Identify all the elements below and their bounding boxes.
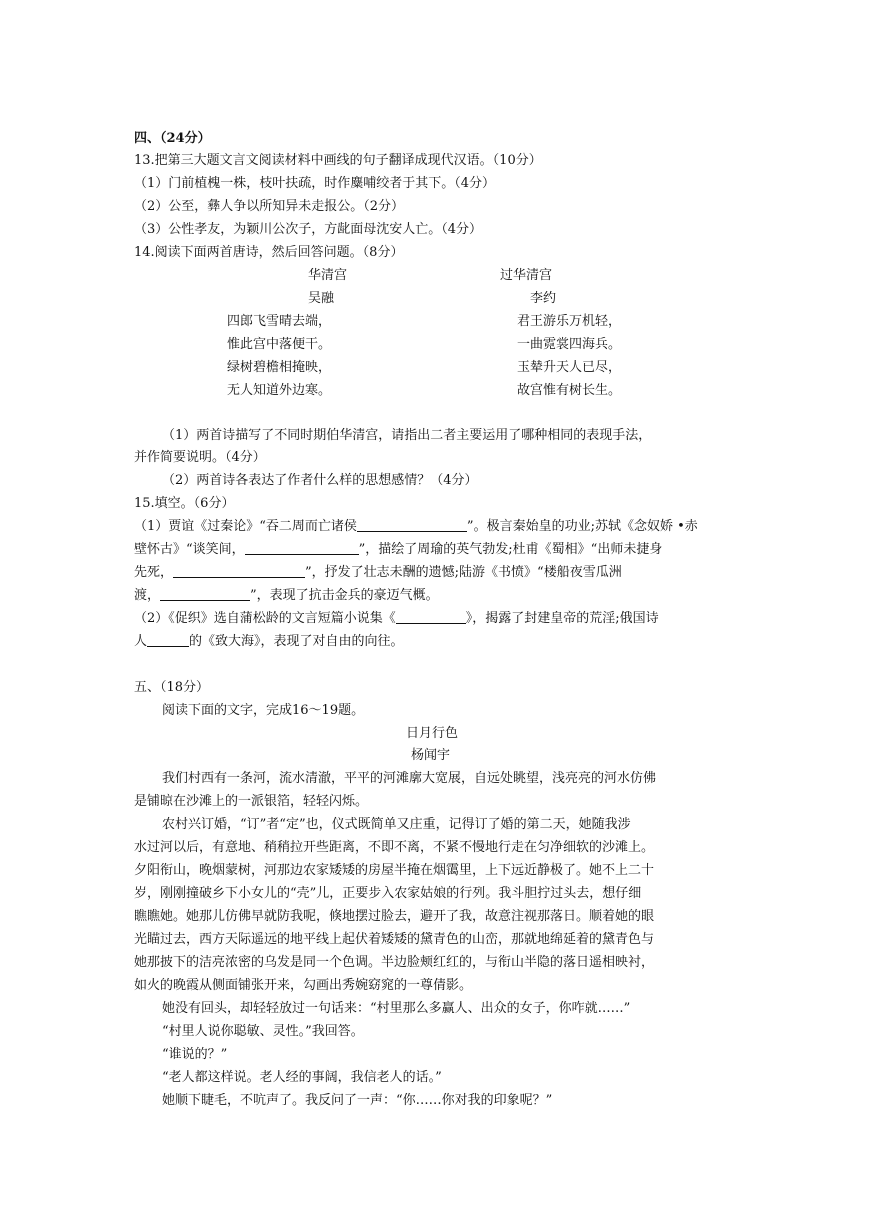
article-line-4: 水过河以后，有意地、稍稍拉开些距离，不即不离，不紧不慢地行走在匀净细软的沙滩上。	[134, 840, 655, 855]
article-line-3: 农村兴订婚，“订”者“定”也，仪式既简单又庄重，记得订了婚的第二天，她随我涉	[162, 817, 631, 832]
q15-l6-b: 的《致大海》，表现了对自由的向往。	[189, 634, 404, 649]
poem1-line-3: 绿树碧檐相掩映，	[227, 360, 332, 375]
q15-line-4	[134, 586, 439, 606]
q14-sub2: （2）两首诗各表达了作者什么样的思想感情？（4分）	[162, 473, 478, 488]
blank-2[interactable]	[245, 541, 359, 555]
q15-line-3	[134, 563, 622, 583]
poem1-line-2: 惟此宫中落便干。	[227, 337, 332, 352]
section5-instruction: 阅读下面的文字，完成16～19题。	[162, 703, 365, 718]
q15-prompt: 15.填空。（6分）	[134, 496, 235, 511]
poem1-line-4: 无人知道外边寒。	[227, 383, 332, 398]
poem2-line-1: 君王游乐万机轻，	[517, 314, 622, 329]
article-line-10: 如火的晚霞从侧面铺张开来，勾画出秀婉窈窕的一尊倩影。	[134, 978, 473, 993]
q13-prompt: 13.把第三大题文言文阅读材料中画线的句子翻译成现代汉语。（10分）	[134, 153, 542, 168]
q13-item-3: （3）公性孝友，为颖川公次子，方龀面母沈安人亡。（4分）	[134, 222, 483, 237]
article-line-11: 她没有回头，却轻轻放过一句话来：“村里那么多赢人、出众的女子，你咋就……”	[162, 1001, 631, 1016]
blank-1[interactable]	[357, 518, 467, 532]
article-line-5: 夕阳衔山，晚烟蒙树，河那边农家矮矮的房屋半掩在烟霭里，上下远近静极了。她不上二十	[134, 863, 655, 878]
q15-l6-a: 人	[134, 634, 148, 649]
q13-item-2: （2）公至，彝人争以所知异未走报公。（2分）	[134, 199, 405, 214]
blank-4[interactable]	[160, 587, 250, 601]
article-title: 日月行色	[406, 726, 459, 741]
section4-heading: 四、（24分）	[134, 131, 211, 146]
poem2-line-2: 一曲霓裳四海兵。	[517, 337, 622, 352]
q15-l5-a: （2）《促织》选自蒲松龄的文言短篇小说集《	[134, 611, 396, 626]
q15-line-2	[134, 540, 662, 560]
blank-5[interactable]	[396, 610, 466, 624]
article-line-1: 我们村西有一条河，流水清澈，平平的河滩廓大宽展，自远处眺望，浅亮亮的河水仿佛	[162, 771, 657, 786]
q14-sub1-b: 并作简要说明。（4分）	[134, 450, 266, 465]
q15-l1-a: （1）贾谊《过秦论》“吞二周而亡诸侯	[134, 519, 357, 534]
q15-line-1	[134, 517, 698, 537]
article-line-13: “谁说的？”	[162, 1047, 228, 1062]
q15-l5-b: 》，揭露了封建皇帝的荒淫;俄国诗	[465, 611, 659, 626]
blank-3[interactable]	[173, 564, 305, 578]
q15-l2-b: ”，描绘了周瑜的英气勃发;杜甫《蜀相》“出师未捷身	[358, 542, 663, 557]
poem1-line-1: 四郎飞雪晴去端，	[227, 314, 332, 329]
q15-l4-b: ”，表现了抗击金兵的豪迈气概。	[250, 588, 439, 603]
q15-line-5	[134, 609, 659, 629]
poem1-title: 华清宫	[308, 268, 348, 283]
q15-line-6	[134, 632, 404, 652]
poem2-line-4: 故宫惟有树长生。	[517, 383, 622, 398]
q15-l2-a: 壁怀古》“谈笑间，	[134, 542, 245, 557]
poem2-title: 过华清宫	[500, 268, 553, 283]
section5-heading: 五、（18分）	[134, 680, 210, 695]
article-author: 杨闻宇	[411, 748, 451, 763]
blank-6[interactable]	[147, 633, 189, 647]
article-line-12: “村里人说你聪敏、灵性。”我回答。	[162, 1024, 364, 1039]
q13-item-1: （1）门前植槐一株，枝叶扶疏，时作麋哺绞者于其下。（4分）	[134, 176, 496, 191]
article-line-7: 瞧瞧她。她那儿仿佛早就防我呢，倏地摆过脸去，避开了我，故意注视那落日。顺着她的眼	[134, 909, 655, 924]
poem1-author: 吴融	[308, 291, 335, 306]
q14-prompt: 14.阅读下面两首唐诗，然后回答问题。（8分）	[134, 245, 404, 260]
poem2-line-3: 玉辇升天人已尽，	[517, 360, 622, 375]
poem2-author: 李约	[530, 291, 557, 306]
article-line-2: 是铺晾在沙滩上的一派银箔，轻轻闪烁。	[134, 794, 369, 809]
q14-sub1-a: （1）两首诗描写了不同时期伯华清宫，请指出二者主要运用了哪种相同的表现手法，	[162, 428, 652, 443]
q15-l3-a: 先死，	[134, 565, 174, 580]
article-line-15: 她顺下睫毛，不吭声了。我反问了一声：“你……你对我的印象呢？”	[162, 1093, 553, 1108]
q15-l3-b: ”，抒发了壮志未酬的遗憾;陆游《书愤》“楼船夜雪瓜洲	[305, 565, 622, 580]
q15-l1-b: ”。极言秦始皇的功业;苏轼《念奴娇 •赤	[466, 519, 698, 534]
q15-l4-a: 渡，	[134, 588, 161, 603]
article-line-6: 岁，刚刚撞破乡下小女儿的“壳”儿，正要步入农家姑娘的行列。我斗胆拧过头去，想仔细	[134, 886, 642, 901]
article-line-8: 光瞄过去，西方天际遥远的地平线上起伏着矮矮的黛青色的山峦，那就地绵延着的黛青色与	[134, 932, 655, 947]
article-line-9: 她那披下的洁亮浓密的乌发是同一个色调。半边脸颊红红的，与衔山半隐的落日遥相映衬，	[134, 955, 655, 970]
article-line-14: “老人都这样说。老人经的事阔，我信老人的话。”	[162, 1070, 442, 1085]
